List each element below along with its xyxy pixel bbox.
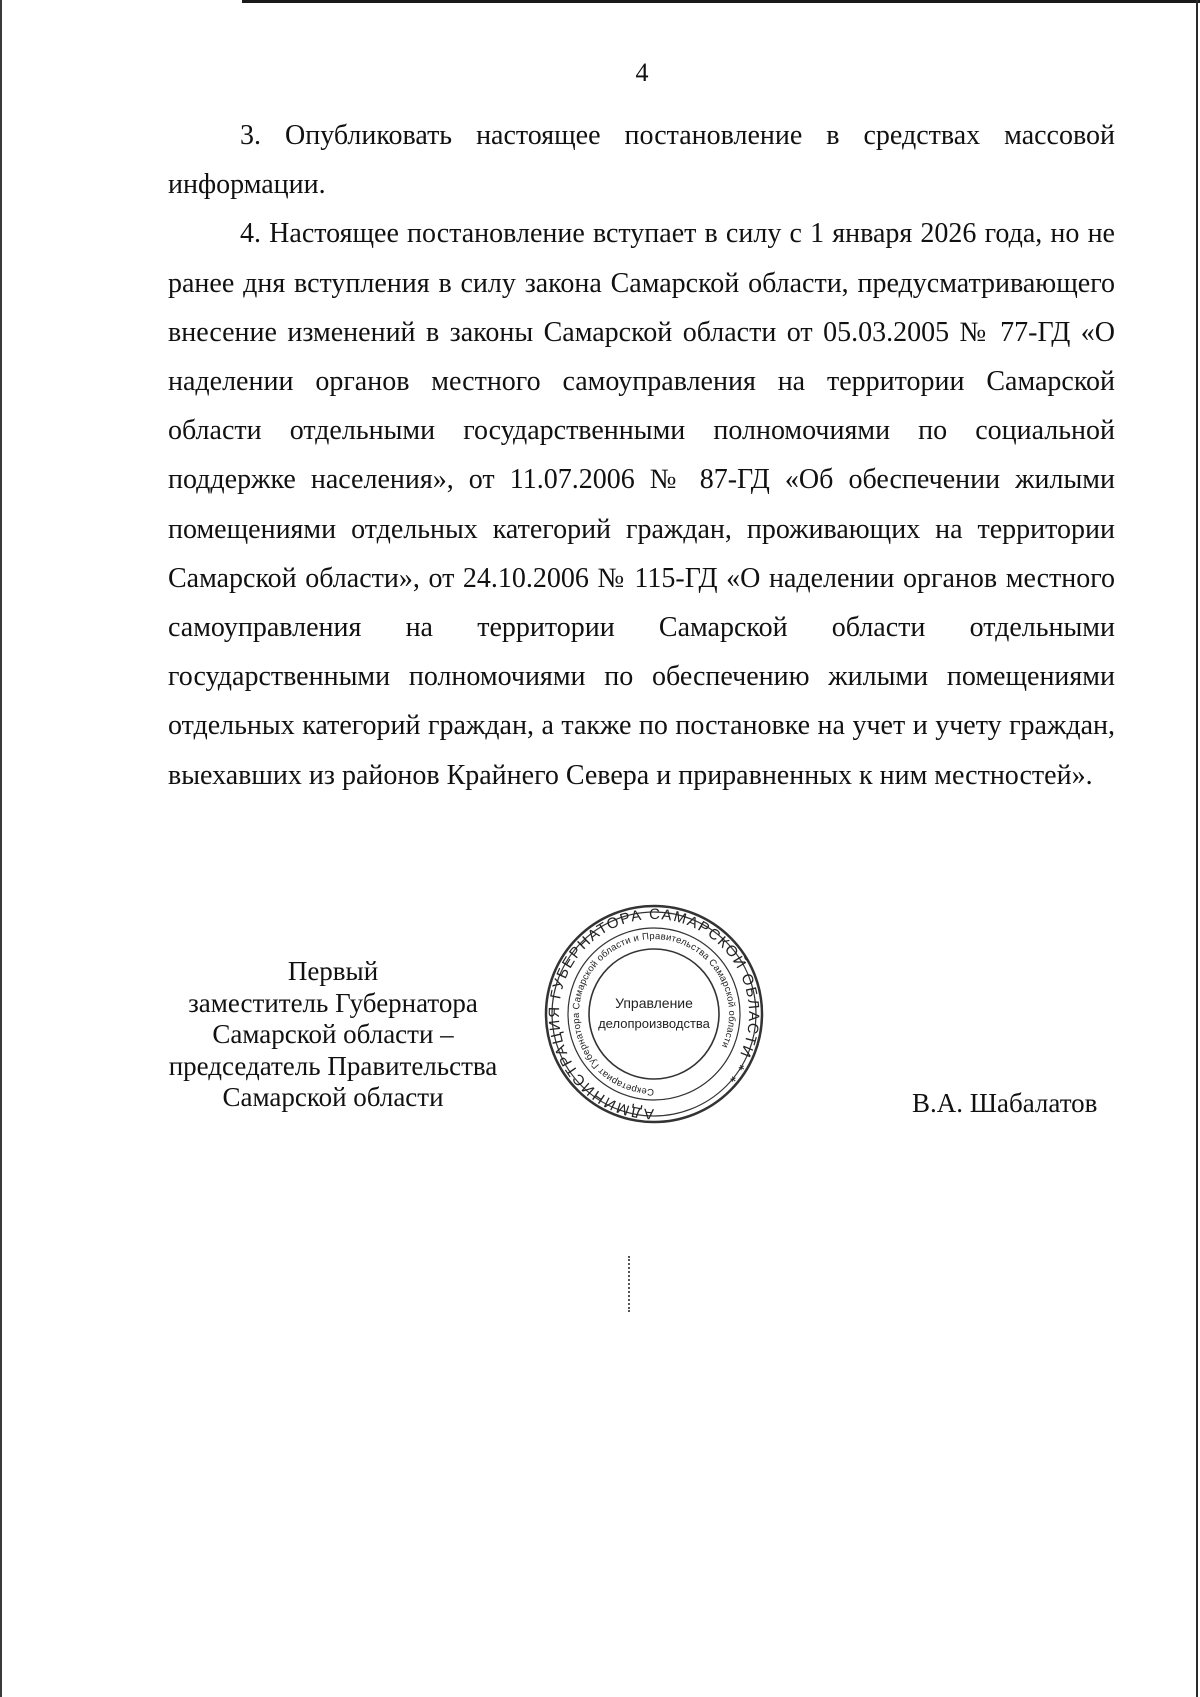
scan-right-edge bbox=[1196, 0, 1198, 1697]
stamp-inner-ring bbox=[589, 949, 719, 1079]
stamp-center-line: Управление bbox=[615, 995, 693, 1011]
official-stamp bbox=[540, 894, 768, 1134]
position-line: заместитель Губернатора bbox=[188, 987, 478, 1018]
stamp-middle-ring bbox=[568, 928, 740, 1100]
signatory-position bbox=[150, 956, 516, 1114]
scan-left-edge bbox=[0, 0, 2, 1697]
document-body bbox=[168, 111, 1115, 800]
position-line: председатель Правительства bbox=[168, 1050, 498, 1081]
position-line: Самарской области – bbox=[212, 1019, 454, 1049]
signer-name: В.А. Шабалатов bbox=[912, 1088, 1098, 1118]
stamp-inner-text: Секретариат Губернатора Самарской области и Правительства Самарской области bbox=[570, 930, 738, 1098]
stamp-outer-text: АДМИНИСТРАЦИЯ ГУБЕРНАТОРА САМАРСКОЙ ОБЛАСТИ * * bbox=[545, 905, 763, 1123]
position-line: Первый bbox=[287, 956, 379, 986]
scan-mark bbox=[628, 1256, 636, 1312]
position-line: Самарской области bbox=[222, 1082, 444, 1112]
paragraph-3: 3. Опубликовать настоящее постановление в средствах массовой информации. bbox=[168, 120, 1115, 201]
stamp-center-line: делопроизводства bbox=[598, 1016, 710, 1031]
scan-top-edge bbox=[242, 0, 1200, 3]
paragraph-4: 4. Настоящее постановление вступает в силу с 1 января 2026 года, но не ранее дня вступления в силу закона Самарской области, предусматривающего внесение изменений в законы Самарской области от 05.03.2005 № 77-ГД «О наделении органов местного самоуправления на территории Самарской области отдельными государственными полномочиями по социальной поддержке населения», от 11.07.2006 № 87-ГД «Об обеспечении жилыми помещениями отдельных категорий граждан, проживающих на территории Самарской области», от 24.10.2006 № 115-ГД «О наделении органов местного самоуправления на территории Самарской области отдельными государственными полномочиями по обеспечению жилыми помещениями отдельных категорий граждан, а также по постановке на учет и учету граждан, выехавших из районов Крайнего Севера и приравненных к ним местностей». bbox=[168, 218, 1115, 791]
page-number: 4 bbox=[635, 58, 649, 87]
